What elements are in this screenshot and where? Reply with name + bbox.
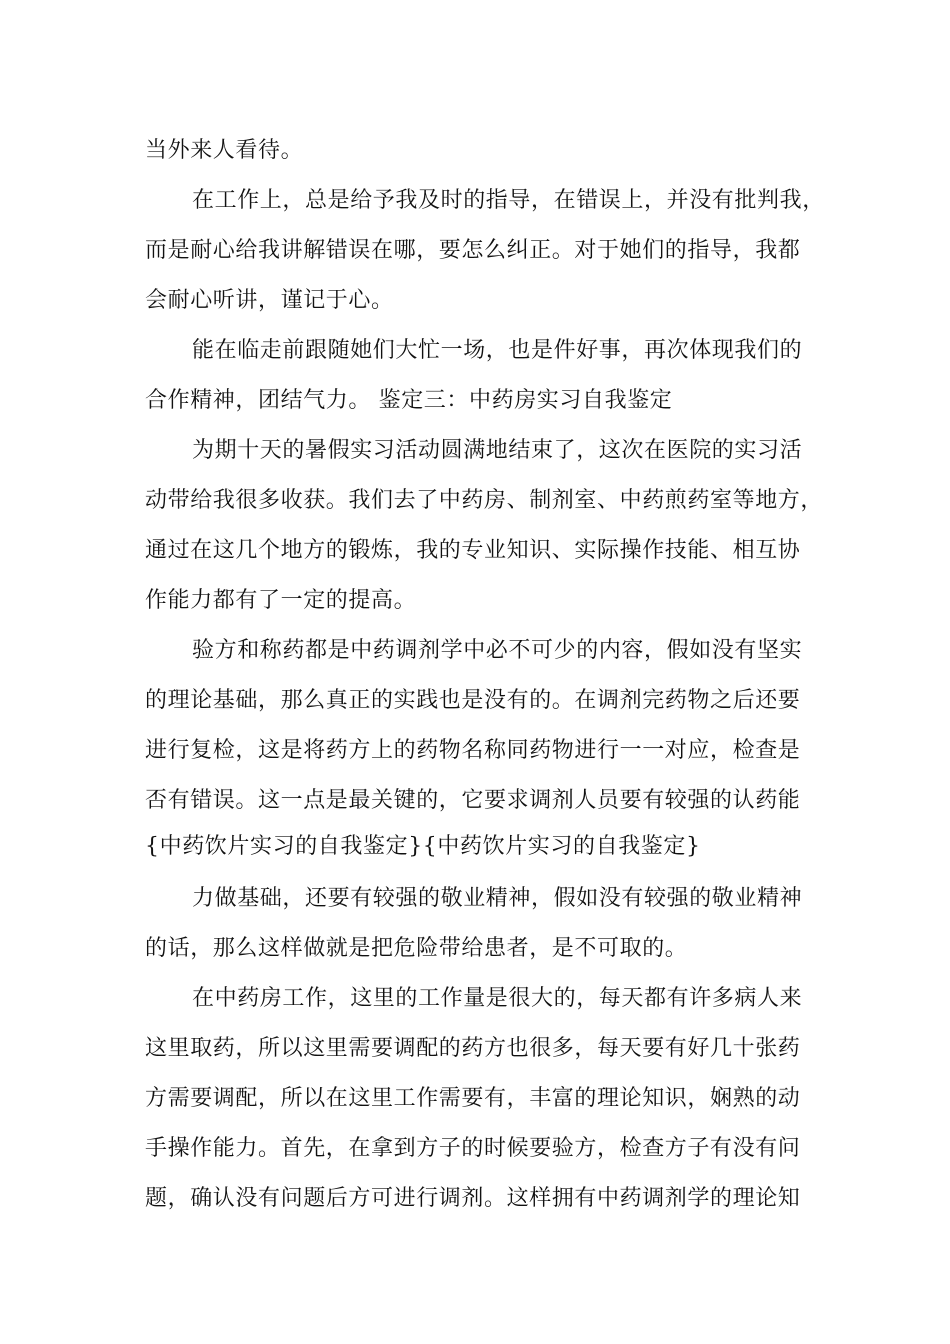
- text-line: 能在临走前跟随她们大忙一场，也是件好事，再次体现我们的: [192, 338, 803, 363]
- text-line: 否有错误。这一点是最关键的，它要求调剂人员要有较强的认药能: [145, 788, 801, 813]
- text-line: 题，确认没有问题后方可进行调剂。这样拥有中药调剂学的理论知: [145, 1186, 801, 1211]
- text-line: 在中药房工作，这里的工作量是很大的，每天都有许多病人来: [192, 986, 803, 1011]
- text-line: 合作精神，团结气力。 鉴定三：中药房实习自我鉴定: [145, 388, 673, 413]
- text-line: 方需要调配，所以在这里工作需要有，丰富的理论知识，娴熟的动: [145, 1086, 801, 1111]
- text-line: 在工作上，总是给予我及时的指导，在错误上，并没有批判我，: [192, 188, 825, 213]
- text-line: 为期十天的暑假实习活动圆满地结束了，这次在医院的实习活: [192, 438, 803, 463]
- text-line: 的理论基础，那么真正的实践也是没有的。在调剂完药物之后还要: [145, 688, 801, 713]
- text-line: 的话，那么这样做就是把危险带给患者，是不可取的。: [145, 936, 688, 961]
- text-line: 这里取药，所以这里需要调配的药方也很多，每天要有好几十张药: [145, 1036, 801, 1061]
- text-line: 会耐心听讲，谨记于心。: [145, 288, 394, 313]
- text-line: 而是耐心给我讲解错误在哪，要怎么纠正。对于她们的指导，我都: [145, 238, 801, 263]
- text-line: 手操作能力。首先，在拿到方子的时候要验方，检查方子有没有问: [145, 1136, 801, 1161]
- text-line: 动带给我很多收获。我们去了中药房、制剂室、中药煎药室等地方，: [145, 488, 824, 513]
- text-line: 作能力都有了一定的提高。: [145, 588, 417, 613]
- text-line: {中药饮片实习的自我鉴定}{中药饮片实习的自我鉴定}: [145, 834, 701, 859]
- text-line: 进行复检，这是将药方上的药物名称同药物进行一一对应，检查是: [145, 738, 801, 763]
- text-line: 力做基础，还要有较强的敬业精神，假如没有较强的敬业精神: [192, 886, 803, 911]
- text-line: 当外来人看待。: [145, 138, 304, 163]
- text-line: 通过在这几个地方的锻炼，我的专业知识、实际操作技能、相互协: [145, 538, 801, 563]
- text-line: 验方和称药都是中药调剂学中必不可少的内容，假如没有坚实: [192, 638, 803, 663]
